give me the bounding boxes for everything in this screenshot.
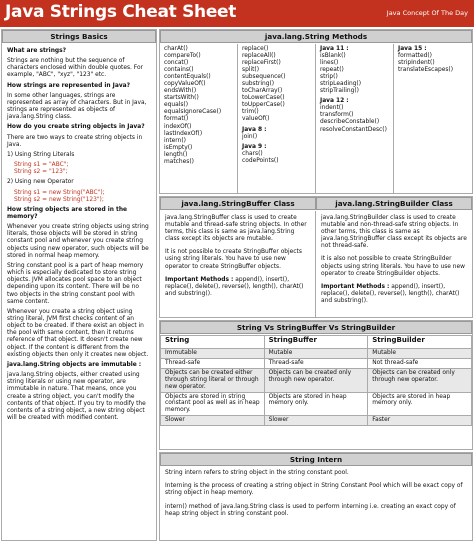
method-item: intern() xyxy=(164,137,186,144)
method-item: isEmpty() xyxy=(164,144,193,151)
string-builder-methods-list: append(), insert(), replace(), delete(), reverse(), length(), charAt() and substring(). xyxy=(321,283,460,304)
comparison-row xyxy=(161,392,472,416)
basics-question: How strings are represented in Java? xyxy=(7,82,131,89)
basics-question: How do you create string objects in Java? xyxy=(7,124,145,131)
method-item: lastIndexOf() xyxy=(164,130,203,137)
method-item: substring() xyxy=(242,81,275,88)
method-item: length() xyxy=(164,151,188,158)
string-buffer-methods xyxy=(165,277,310,298)
comparison-cell: Immutable xyxy=(161,349,265,359)
method-item: chars() xyxy=(242,150,263,157)
method-item: subsequence() xyxy=(242,74,286,81)
comparison-cell: Objects are stored in string constant pool as well as in heap memory. xyxy=(161,392,265,416)
comparison-cell: Objects are stored in heap memory only. xyxy=(368,392,472,416)
basics-code-line: String s2 = "123"; xyxy=(14,169,68,176)
method-item: describeConstable() xyxy=(320,119,380,126)
string-intern-section xyxy=(159,452,473,541)
method-item: join() xyxy=(242,133,258,140)
comparison-cell: Objects can be created only through new operator. xyxy=(368,368,472,392)
method-item: concat() xyxy=(164,60,189,67)
string-intern-heading: String Intern xyxy=(160,453,472,466)
string-buffer-methods-label: Important Methods : xyxy=(165,276,234,283)
strings-basics-body xyxy=(2,43,156,424)
method-item: repeat() xyxy=(320,67,344,74)
strings-basics-section xyxy=(1,29,157,541)
method-item: valueOf() xyxy=(242,116,270,123)
string-builder-methods-label: Important Methods : xyxy=(321,283,390,290)
string-buffer-body xyxy=(160,211,316,317)
basics-paragraph: 1) Using String Literals xyxy=(7,151,75,158)
comparison-header-cell: String xyxy=(161,336,265,349)
basics-paragraph: String constant pool is a part of heap memory which is especially dedicated to store string objects. JVM allocates pool space to an object depending upon its content. There will be no two objects in the string constant pool with same content. xyxy=(7,262,144,305)
basics-question: How string objects are stored in the memory? xyxy=(7,206,128,220)
string-buffer-heading: java.lang.StringBuffer Class xyxy=(160,197,316,210)
method-item: strip() xyxy=(320,74,338,81)
method-item: startsWith() xyxy=(164,95,199,102)
string-buffer-note: It is not possible to create StringBuffer objects using string literals. You have to use new operator to create StringBuffer objects. xyxy=(165,249,302,270)
method-item: formatted() xyxy=(398,53,432,60)
method-item: copyValueOf() xyxy=(164,81,206,88)
java-version-label: Java 15 : xyxy=(398,46,427,52)
basics-paragraph: java.lang.String objects, either created using string literals or using new operator, are immutable in nature. That means, once you create a string object, you can't modify the contents of that object. If you try to modify the contents of a string object, a new string object will be created with modified content. xyxy=(7,372,146,422)
method-item: replaceFirst() xyxy=(242,60,281,67)
method-item: indexOf() xyxy=(164,123,192,130)
method-item: resolveConstantDesc() xyxy=(320,126,387,133)
basics-paragraph: 2) Using new Operator xyxy=(7,179,74,186)
string-builder-methods xyxy=(321,284,467,305)
comparison-cell: Thread-safe xyxy=(161,358,265,368)
basics-paragraph: Whenever you create a string object using string literal, JVM first checks content of an object to be created. If there exist an object in the pool with same content, then it returns reference of that object. It doesn't create new object. If the content is different from the existing objects then only it creates new object. xyxy=(7,308,149,358)
method-item: compareTo() xyxy=(164,53,201,60)
intern-paragraph: Interning is the process of creating a string object in String Constant Pool which will be exact copy of string object in heap memory. xyxy=(165,483,463,497)
comparison-cell: Objects are stored in heap memory only. xyxy=(264,392,368,416)
java-version-label: Java 12 : xyxy=(320,98,349,105)
string-builder-heading: java.lang.StringBuilder Class xyxy=(316,197,472,210)
comparison-header-cell: StringBuilder xyxy=(368,336,472,349)
comparison-cell: Objects can be created either through string literal or through new operator. xyxy=(161,368,265,392)
string-methods-heading: java.lang.String Methods xyxy=(160,30,472,43)
basics-code-line: String s1 = "ABC"; xyxy=(14,162,69,169)
methods-column xyxy=(160,44,238,193)
string-builder-note: It is also not possible to create StringBuilder objects using string literals. You have to use new operator to create StringBuilder objects. xyxy=(321,256,465,277)
strings-basics-heading: Strings Basics xyxy=(2,30,156,43)
basics-code-line: String s1 = new String("ABC"); xyxy=(14,189,105,196)
comparison-cell: Mutable xyxy=(264,349,368,359)
method-item: split() xyxy=(242,67,259,74)
comparison-heading: String Vs StringBuffer Vs StringBuilder xyxy=(160,321,472,334)
method-item: toCharArray() xyxy=(242,88,283,95)
method-item: stripTrailing() xyxy=(320,88,359,95)
method-item: lines() xyxy=(320,60,339,67)
method-item: transform() xyxy=(320,112,354,119)
string-intern-body xyxy=(160,467,472,527)
comparison-header-cell: StringBuffer xyxy=(264,336,368,349)
method-item: stripIndent() xyxy=(398,60,435,67)
comparison-cell: Faster xyxy=(368,416,472,426)
page-subtitle: Java Concept Of The Day xyxy=(386,9,468,17)
method-item: stripLeading() xyxy=(320,81,362,88)
string-builder-desc: java.lang.StringBuilder class is used to create mutable and non-thread-safe string objects. In other terms, this class is same as java.lang.StringBuffer class except its objects are not thread-safe. xyxy=(321,215,467,250)
method-item: contentEquals() xyxy=(164,74,211,81)
method-item: charAt() xyxy=(164,46,188,52)
comparison-row xyxy=(161,416,472,426)
basics-paragraph: Whenever you create string objects using string literals, those objects will be stored in string constant pool and whenever you create string objects using new operator, such objects will be stored in normal heap memory. xyxy=(7,224,149,259)
comparison-cell: Not thread-safe xyxy=(368,358,472,368)
page-header xyxy=(0,0,474,27)
method-item: equals() xyxy=(164,102,189,109)
basics-paragraph: There are two ways to create string objects in Java. xyxy=(7,134,143,148)
java-version-label: Java 8 : xyxy=(242,126,267,133)
comparison-cell: Thread-safe xyxy=(264,358,368,368)
method-item: contains() xyxy=(164,67,194,74)
method-item: equalsIgnoreCase() xyxy=(164,109,222,116)
string-builder-body xyxy=(316,211,472,317)
string-buffer-methods-list: append(), insert(), replace(), delete(), reverse(), length(), charAt() and substring(). xyxy=(165,276,304,297)
string-methods-section xyxy=(159,29,473,194)
basics-question: What are strings? xyxy=(7,48,67,54)
method-item: codePoints() xyxy=(242,157,279,164)
string-methods-grid xyxy=(160,44,472,193)
comparison-header-row xyxy=(161,336,472,349)
buffer-builder-section xyxy=(159,196,473,318)
comparison-table xyxy=(160,335,472,426)
java-version-label: Java 11 : xyxy=(320,46,349,52)
basics-question: java.lang.String objects are immutable : xyxy=(7,361,142,368)
method-item: matches() xyxy=(164,158,194,165)
string-buffer-desc: java.lang.StringBuffer class is used to create mutable and thread-safe string objects. In other terms, this class is same as java.lang.String class except its objects are mutable. xyxy=(165,215,307,243)
java-version-label: Java 9 : xyxy=(242,143,267,150)
comparison-row xyxy=(161,358,472,368)
comparison-section xyxy=(159,320,473,450)
method-item: format() xyxy=(164,116,189,123)
comparison-cell: Mutable xyxy=(368,349,472,359)
intern-paragraph: intern() method of java.lang.String class is used to perform interning i.e. creating an exact copy of heap string object in string constant pool. xyxy=(165,503,456,517)
comparison-cell: Slower xyxy=(161,416,265,426)
method-item: endsWith() xyxy=(164,88,197,95)
method-item: translateEscapes() xyxy=(398,67,453,74)
basics-code-line: String s2 = new String("123"); xyxy=(14,196,104,203)
method-item: replaceAll() xyxy=(242,53,276,60)
page-title: Java Strings Cheat Sheet xyxy=(5,2,237,22)
methods-column xyxy=(394,44,472,193)
comparison-cell: Slower xyxy=(264,416,368,426)
basics-paragraph: Strings are nothing but the sequence of characters enclosed within double quotes. For example, "ABC", "xyz", "123" etc. xyxy=(7,58,144,79)
method-item: isBlank() xyxy=(320,53,346,60)
methods-column xyxy=(316,44,394,193)
comparison-row xyxy=(161,349,472,359)
method-item: trim() xyxy=(242,109,259,116)
method-item: indent() xyxy=(320,105,344,112)
methods-column xyxy=(238,44,316,193)
comparison-row xyxy=(161,368,472,392)
intern-paragraph: String intern refers to string object in the string constant pool. xyxy=(165,470,349,476)
basics-paragraph: In some other languages, strings are represented as array of characters. But in Java, strings are represented as objects of java.lang.String class. xyxy=(7,92,147,121)
method-item: toUpperCase() xyxy=(242,102,285,109)
method-item: toLowerCase() xyxy=(242,95,285,102)
method-item: replace() xyxy=(242,46,269,52)
comparison-cell: Objects can be created only through new operator. xyxy=(264,368,368,392)
